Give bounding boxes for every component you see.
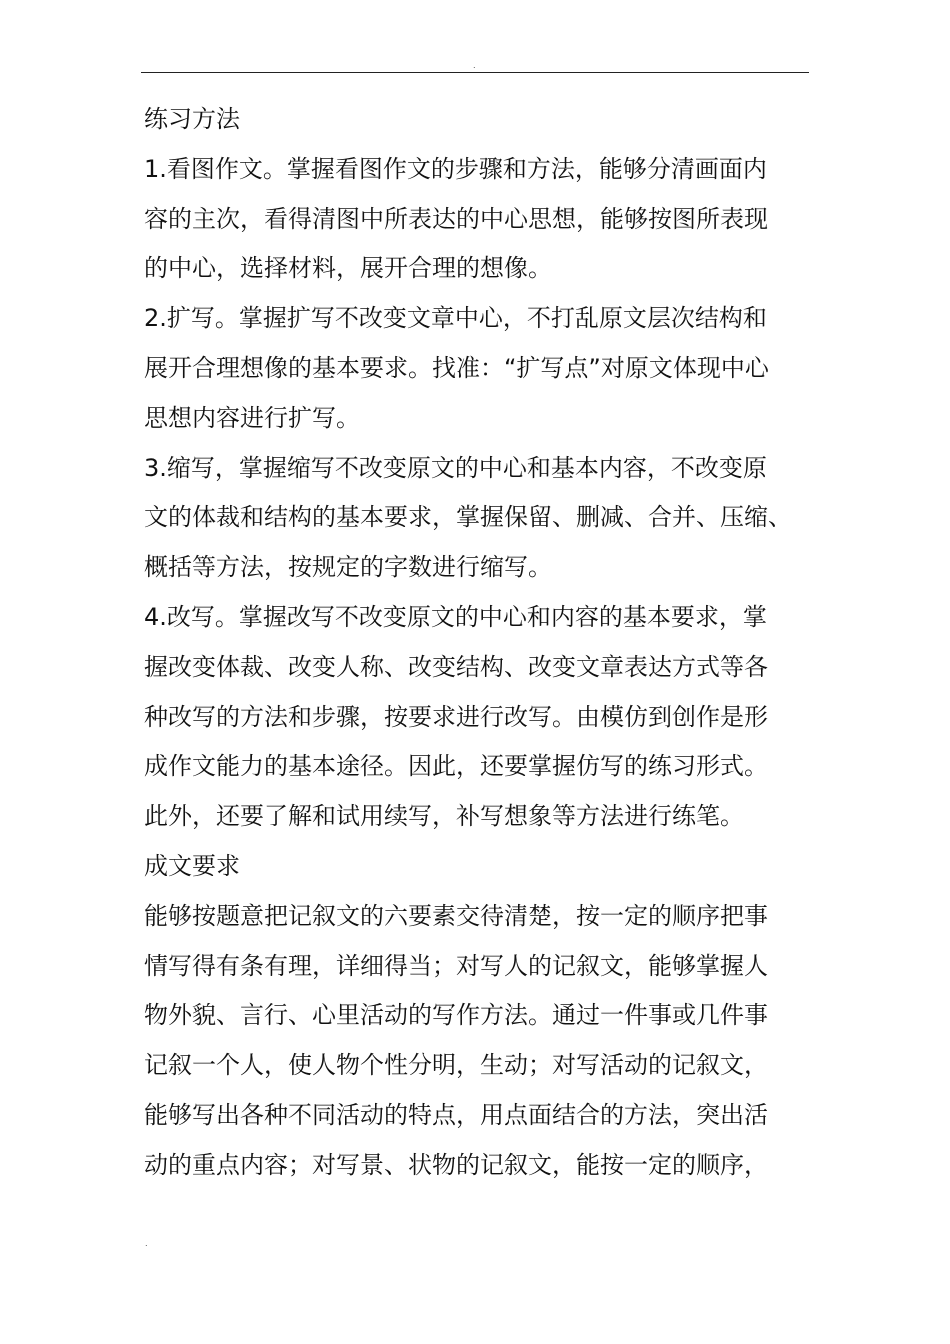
text-line: 2.扩写。掌握扩写不改变文章中心，不打乱原文层次结构和 — [144, 304, 767, 333]
text-line: 握改变体裁、改变人称、改变结构、改变文章表达方式等各 — [144, 652, 768, 681]
section-heading-writing-requirements: 成文要求 — [144, 851, 240, 880]
text-line: 此外，还要了解和试用续写，补写想象等方法进行练笔。 — [144, 802, 744, 831]
section-heading-practice-methods: 练习方法 — [144, 105, 240, 133]
text-line: 容的主次，看得清图中所表达的中心思想，能够按图所表现 — [144, 204, 768, 233]
text-line: 成作文能力的基本途径。因此，还要掌握仿写的练习形式。 — [144, 752, 768, 781]
text-line: 种改写的方法和步骤，按要求进行改写。由模仿到创作是形 — [144, 702, 768, 731]
text-line: 3.缩写，掌握缩写不改变原文的中心和基本内容，不改变原 — [144, 453, 767, 482]
footer-dot: . — [145, 1239, 148, 1248]
header-rule — [141, 72, 809, 73]
text-line: 概括等方法，按规定的字数进行缩写。 — [144, 553, 552, 582]
text-line: 的中心，选择材料，展开合理的想像。 — [144, 254, 552, 283]
header-dot: . — [473, 61, 476, 70]
text-line: 文的体裁和结构的基本要求，掌握保留、删减、合并、压缩、 — [144, 503, 792, 532]
text-line: 能够按题意把记叙文的六要素交待清楚，按一定的顺序把事 — [144, 901, 768, 930]
text-line: 物外貌、言行、心里活动的写作方法。通过一件事或几件事 — [144, 1001, 768, 1030]
text-line: 记叙一个人，使人物个性分明，生动；对写活动的记叙文， — [144, 1051, 768, 1080]
text-line: 4.改写。掌握改写不改变原文的中心和内容的基本要求，掌 — [144, 602, 767, 631]
text-line: 1.看图作文。掌握看图作文的步骤和方法，能够分清画面内 — [144, 154, 767, 183]
text-line: 能够写出各种不同活动的特点，用点面结合的方法，突出活 — [144, 1100, 768, 1129]
document-body — [144, 95, 812, 1191]
text-line: 思想内容进行扩写。 — [144, 403, 360, 432]
text-line: 情写得有条有理，详细得当；对写人的记叙文，能够掌握人 — [144, 951, 768, 980]
text-line: 动的重点内容；对写景、状物的记叙文，能按一定的顺序， — [144, 1150, 768, 1179]
text-line: 展开合理想像的基本要求。找准：“扩写点”对原文体现中心 — [144, 353, 769, 382]
